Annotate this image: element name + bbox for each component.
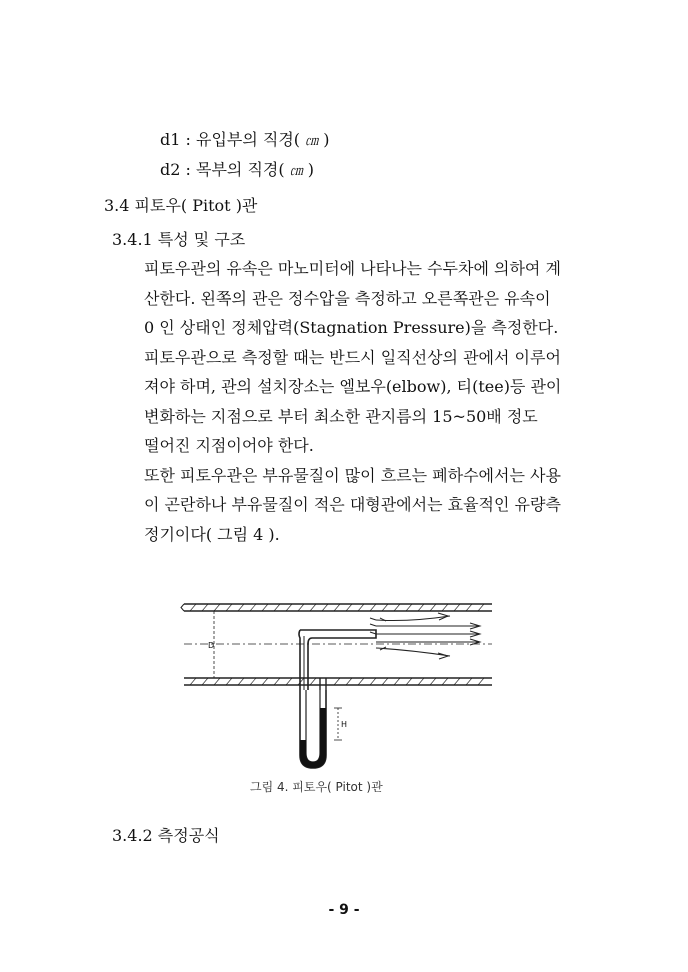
definition-d2: [160, 160, 314, 182]
manometer-liquid: [300, 708, 326, 768]
wall-hatching: [190, 604, 484, 685]
definition-d2-label: d2 : 목부의 직경(: [160, 160, 285, 179]
pitot-tube-outer: [300, 630, 376, 690]
paragraph2-line: 변화하는 지점으로 부터 최소한 관지름의 15~50배 정도: [144, 406, 538, 426]
definition-d2-close: ): [307, 160, 315, 179]
pitot-tube-figure: [180, 590, 506, 805]
definition-d2-unit: ㎝: [289, 164, 303, 179]
label-h: H: [341, 720, 348, 729]
paragraph2-line: 피토우관으로 측정할 때는 반드시 일직선상의 관에서 이루어: [144, 347, 561, 367]
figure-caption: 그림 4. 피토우( Pitot )관: [250, 780, 383, 794]
page-number: - 9 -: [328, 902, 360, 918]
paragraph1-line: 0 인 상태인 정체압력(Stagnation Pressure)을 측정한다.: [144, 318, 559, 337]
paragraph3-line: 또한 피토우관은 부유물질이 많이 흐르는 폐하수에서는 사용: [144, 465, 561, 485]
paragraph3-line: 정기이다( 그림 4 ).: [144, 524, 280, 544]
definition-d1: [160, 130, 330, 152]
definition-d1-unit: ㎝: [305, 134, 319, 149]
paragraph2-line: 져야 하며, 관의 설치장소는 엘보우(elbow), 티(tee)등 관이: [144, 377, 562, 396]
section-heading-3-4-1: 3.4.1 특성 및 구조: [112, 230, 246, 249]
section-heading-3-4-2: 3.4.2 측정공식: [112, 826, 220, 845]
flow-arrows: [370, 613, 480, 659]
label-d: D: [208, 641, 215, 650]
paragraph3-line: 이 곤란하나 부유물질이 적은 대형관에서는 효율적인 유량측: [144, 495, 561, 514]
paragraph-pitot-characteristics: [144, 254, 590, 549]
paragraph2-line: 떨어진 지점이어야 한다.: [144, 436, 314, 455]
definition-d1-label: d1 : 유입부의 직경(: [160, 130, 301, 149]
definition-d1-close: ): [323, 130, 330, 149]
paragraph1-line: 피토우관의 유속은 마노미터에 나타나는 수두차에 의하여 계: [144, 259, 561, 278]
paragraph1-line: 산한다. 왼쪽의 관은 정수압을 측정하고 오른쪽관은 유속이: [144, 288, 551, 308]
section-heading-3-4: 3.4 피토우( Pitot )관: [104, 196, 258, 215]
